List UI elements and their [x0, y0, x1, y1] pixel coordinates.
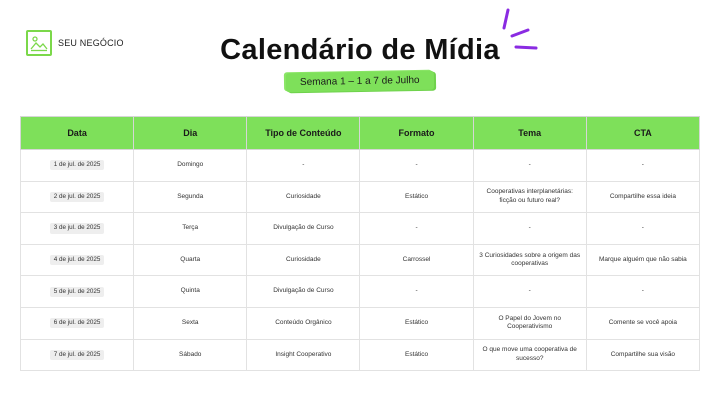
header-date: Data [21, 117, 134, 150]
table-row [21, 244, 700, 276]
header-day: Dia [134, 117, 247, 150]
type-cell: Conteúdo Orgânico [247, 307, 360, 339]
format-cell: Estático [360, 181, 473, 213]
date-chip: 7 de jul. de 2025 [50, 350, 105, 360]
date-chip: 3 de jul. de 2025 [50, 223, 105, 233]
table-row [21, 150, 700, 182]
header-format: Formato [360, 117, 473, 150]
theme-cell: Cooperativas interplanetárias: ficção ou futuro real? [473, 181, 586, 213]
format-cell: - [360, 150, 473, 182]
date-chip: 2 de jul. de 2025 [50, 192, 105, 202]
date-chip: 5 de jul. de 2025 [50, 287, 105, 297]
format-cell: Estático [360, 339, 473, 371]
cta-cell: Comente se você apoia [586, 307, 699, 339]
table-header-row [21, 117, 700, 150]
theme-cell: 3 Curiosidades sobre a origem das cooperativas [473, 244, 586, 276]
theme-cell: O que move uma cooperativa de sucesso? [473, 339, 586, 371]
day-cell: Quarta [134, 244, 247, 276]
format-cell: - [360, 213, 473, 245]
day-cell: Terça [134, 213, 247, 245]
page-title: Calendário de Mídia [220, 34, 500, 66]
cta-cell: - [586, 276, 699, 308]
theme-cell: - [473, 150, 586, 182]
table-row [21, 181, 700, 213]
header-content-type: Tipo de Conteúdo [247, 117, 360, 150]
media-calendar-table [20, 116, 700, 371]
theme-cell: - [473, 213, 586, 245]
format-cell: Estático [360, 307, 473, 339]
day-cell: Segunda [134, 181, 247, 213]
format-cell: Carrossel [360, 244, 473, 276]
table-row [21, 339, 700, 371]
week-subtitle: Semana 1 – 1 a 7 de Julho [286, 71, 434, 93]
cta-cell: - [586, 150, 699, 182]
theme-cell: O Papel do Jovem no Cooperativismo [473, 307, 586, 339]
header-cta: CTA [586, 117, 699, 150]
day-cell: Domingo [134, 150, 247, 182]
type-cell: Curiosidade [247, 244, 360, 276]
accent-strokes-icon [498, 6, 542, 56]
type-cell: - [247, 150, 360, 182]
type-cell: Divulgação de Curso [247, 276, 360, 308]
table-row [21, 276, 700, 308]
table-row [21, 213, 700, 245]
table-row [21, 307, 700, 339]
date-chip: 4 de jul. de 2025 [50, 255, 105, 265]
day-cell: Sexta [134, 307, 247, 339]
date-chip: 1 de jul. de 2025 [50, 160, 105, 170]
type-cell: Divulgação de Curso [247, 213, 360, 245]
day-cell: Sábado [134, 339, 247, 371]
brand-name: SEU NEGÓCIO [58, 38, 124, 48]
cta-cell: Compartilhe sua visão [586, 339, 699, 371]
header-theme: Tema [473, 117, 586, 150]
cta-cell: - [586, 213, 699, 245]
format-cell: - [360, 276, 473, 308]
date-chip: 6 de jul. de 2025 [50, 318, 105, 328]
cta-cell: Marque alguém que não sabia [586, 244, 699, 276]
type-cell: Curiosidade [247, 181, 360, 213]
cta-cell: Compartilhe essa ideia [586, 181, 699, 213]
theme-cell: - [473, 276, 586, 308]
day-cell: Quinta [134, 276, 247, 308]
type-cell: Insight Cooperativo [247, 339, 360, 371]
